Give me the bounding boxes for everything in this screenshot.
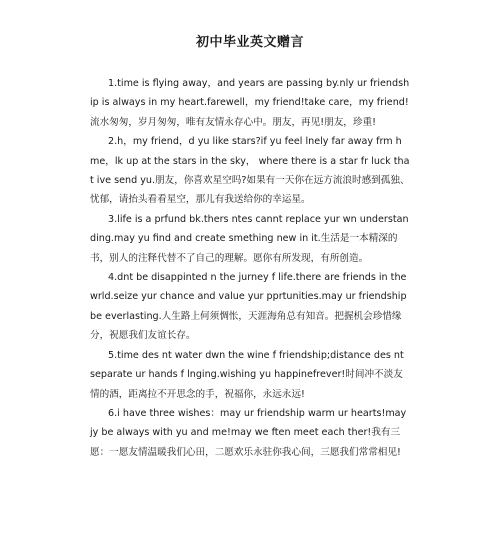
paragraph-5: 5.time des nt water dwn the wine f friendship;distance des nt separate ur hands f lnging.wishing yu happinefrever!时间冲不淡友情的酒，距离拉不开思念的手，祝福你，永远永远! — [90, 349, 404, 400]
paragraph-6: 6.i have three wishes：may ur friendship warm ur hearts!may jy be always with yu and me!may we ften meet each ther!我有三愿：一愿友情温暖我们心田，二愿欢乐永驻你我心间，三愿我们常常相见! — [90, 407, 407, 458]
document-title: 初中毕业英文赠言 — [195, 35, 304, 50]
paragraph-4: 4.dnt be disappinted n the jurney f life.there are friends in the wrld.seize yur chance and value yur pprtunities.may ur friendship be everlasting.人生路上何须惆怅，天涯海角总有知音。把握机会珍惜缘分，祝愿我们友谊长存。 — [90, 272, 407, 342]
paragraph-1: 1.time is flying away，and years are passing by.nly ur friendship is always in my heart.farewell，my friend!take care，my friend!流水匆匆，岁月匆匆，唯有友情永存心中。朋友，再见!朋友，珍重! — [90, 78, 410, 128]
paragraph-2: 2.h，my friend，d yu like stars?if yu feel lnely far away frm hme，lk up at the stars in the sky， where there is a star fr luck that ive send yu.朋友，你喜欢星空吗?如果有一天你在远方流浪时感到孤独、忧郁，请抬头看看星空，那儿有我送给你的幸运星。 — [90, 136, 410, 206]
paragraph-3: 3.life is a prfund bk.thers ntes cannt replace yur wn understanding.may yu find and create smething new in it.生活是一本精深的书，别人的注释代替不了自己的理解。愿你有所发现，有所创造。 — [90, 213, 409, 264]
